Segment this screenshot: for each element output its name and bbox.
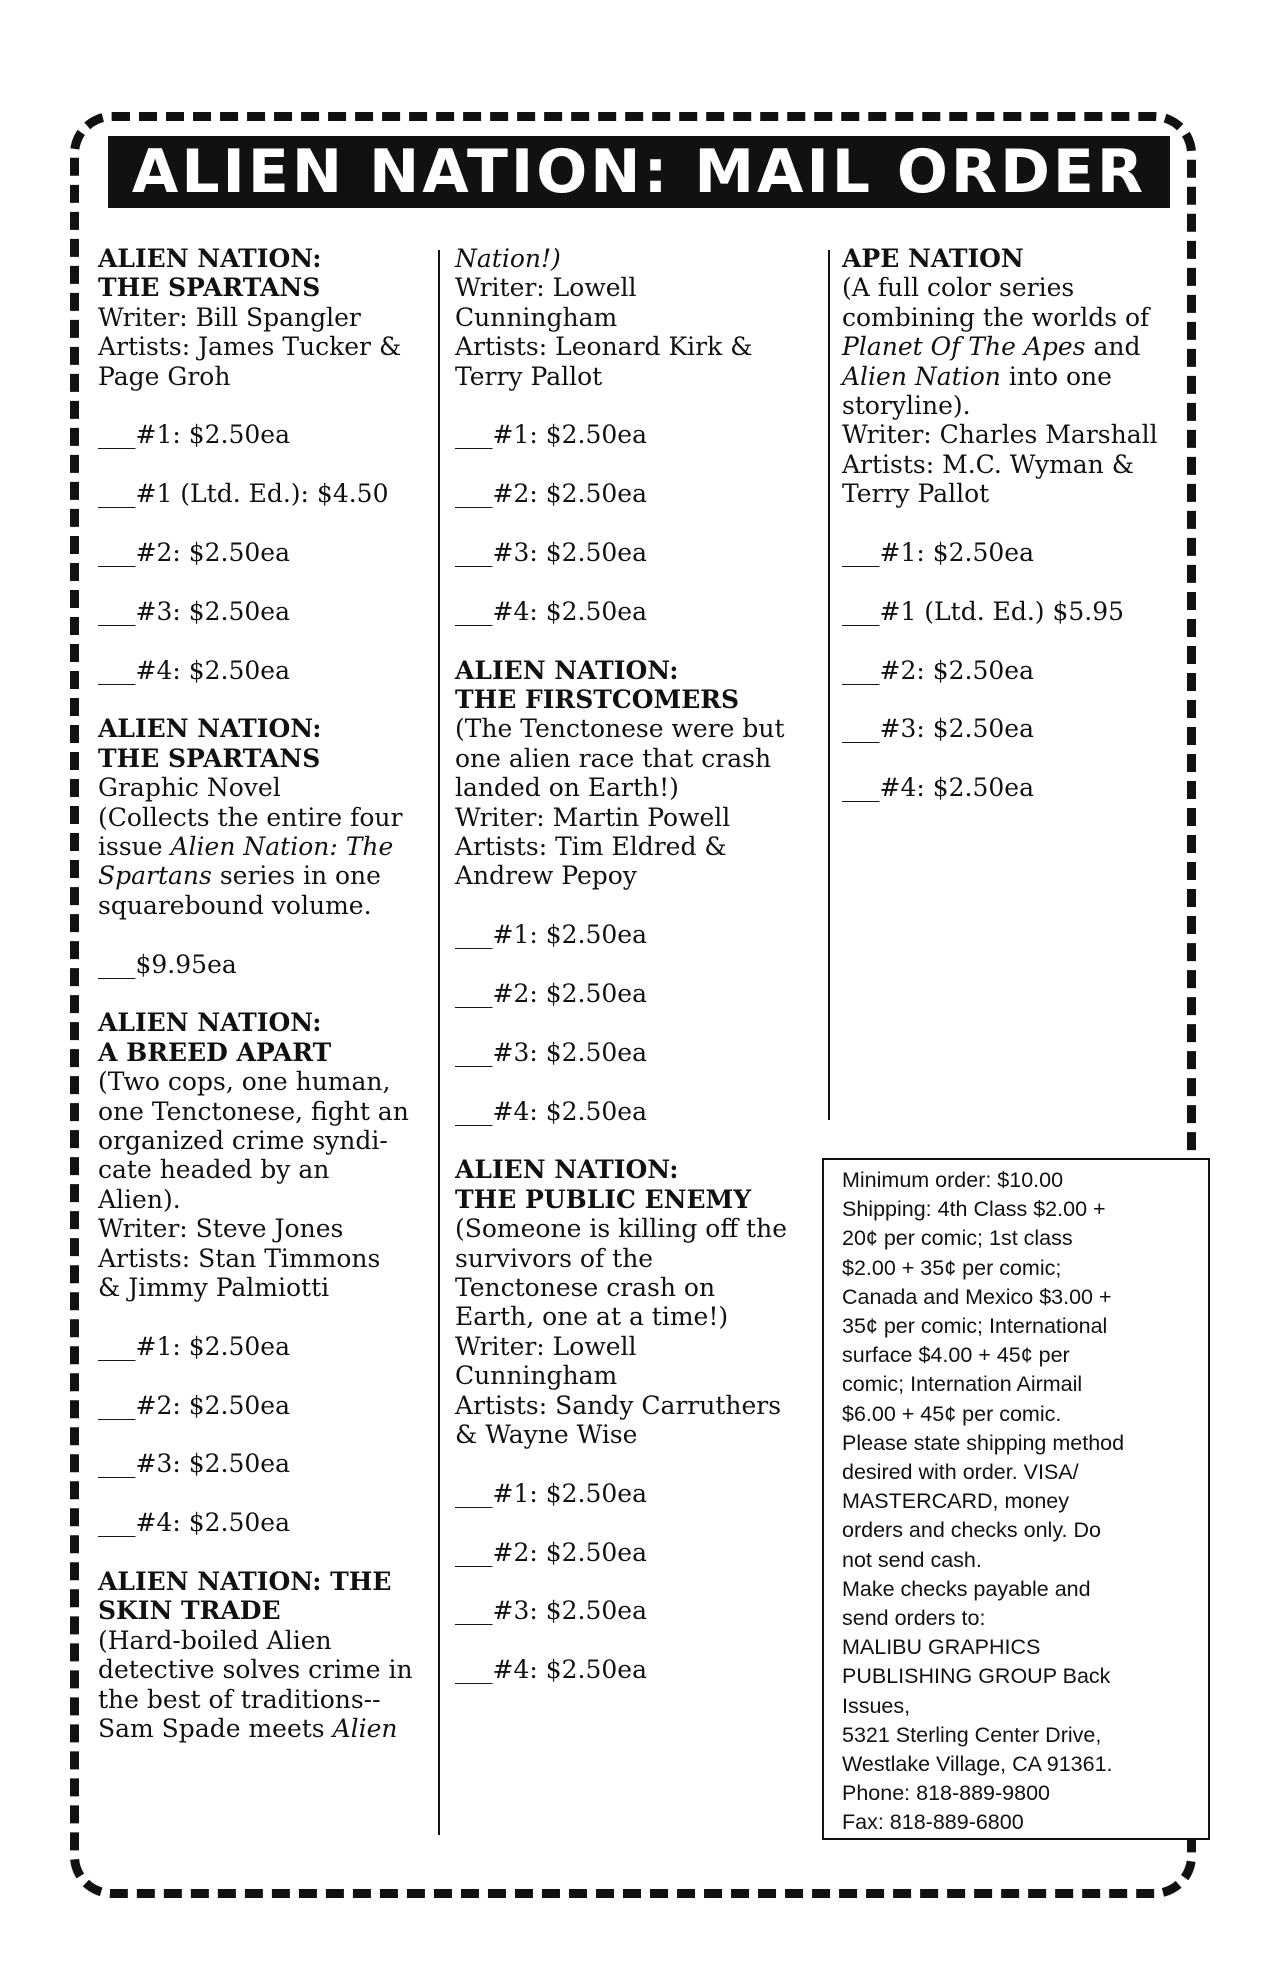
catalog-entry: [455, 244, 805, 626]
title-reference: Planet Of The Apes: [842, 332, 1086, 362]
price-line: ___#1: $2.50ea: [98, 420, 290, 450]
entry-title: APE NATION: [842, 244, 1024, 273]
catalog-entry: [455, 1155, 805, 1684]
column-divider: [438, 250, 440, 1835]
entry-description-line: Cunningham: [455, 1361, 618, 1391]
shipping-info-line: 5321 Sterling Center Drive,: [842, 1722, 1102, 1747]
shipping-info-line: 35¢ per comic; International: [842, 1314, 1108, 1339]
entry-title: ALIEN NATION:: [98, 244, 322, 273]
shipping-info-line: Westlake Village, CA 91361.: [842, 1752, 1113, 1777]
price-line: ___#1: $2.50ea: [98, 1331, 290, 1361]
entry-description-line: (Two cops, one human,: [98, 1067, 391, 1097]
entry-description-line: squarebound volume.: [98, 890, 372, 920]
description-text: issue: [98, 832, 171, 862]
shipping-info-line: Please state shipping method: [842, 1430, 1125, 1455]
shipping-info-line: surface $4.00 + 45¢ per: [842, 1343, 1070, 1368]
catalog-column-2: [455, 244, 805, 1685]
shipping-info-line: desired with order. VISA/: [842, 1460, 1079, 1485]
price-line: ___#2: $2.50ea: [98, 1390, 290, 1420]
price-line: ___#1 (Ltd. Ed.): $4.50: [98, 479, 389, 509]
catalog-column-1: [98, 244, 433, 1744]
entry-title: SKIN TRADE: [98, 1596, 281, 1626]
entry-description-line: the best of traditions--: [98, 1684, 381, 1714]
entry-description-line: [842, 332, 1182, 361]
catalog-entry: [98, 1567, 433, 1743]
entry-description-line: Writer: Martin Powell: [455, 802, 731, 832]
price-line: ___#1: $2.50ea: [455, 920, 647, 950]
entry-description-line: [842, 362, 1182, 391]
entry-description-line: combining the worlds of: [842, 302, 1150, 332]
entry-description-line: Artists: James Tucker &: [98, 332, 402, 362]
price-line: ___#1: $2.50ea: [455, 420, 647, 450]
price-line: ___#1 (Ltd. Ed.) $5.95: [842, 596, 1125, 626]
entry-description-line: organized crime syndi-: [98, 1126, 388, 1156]
entry-description-line: one Tenctonese, fight an: [98, 1096, 409, 1126]
description-text: and: [1085, 332, 1141, 362]
title-reference: Alien: [332, 1714, 398, 1744]
entry-title: THE FIRSTCOMERS: [455, 685, 740, 715]
price-line: ___#4: $2.50ea: [98, 1508, 290, 1538]
entry-description-line: Cunningham: [455, 302, 618, 332]
shipping-info-line: $6.00 + 45¢ per comic.: [842, 1401, 1062, 1426]
entry-title: THE PUBLIC ENEMY: [455, 1184, 752, 1214]
entry-title: THE SPARTANS: [98, 273, 321, 303]
entry-description-line: (Someone is killing off the: [455, 1214, 787, 1244]
catalog-entry: [842, 244, 1182, 803]
entry-description-line: & Wayne Wise: [455, 1420, 638, 1450]
shipping-info-line: Phone: 818-889-9800: [842, 1781, 1051, 1806]
price-line: ___#2: $2.50ea: [842, 655, 1034, 685]
page-title: ALIEN NATION: MAIL ORDER: [108, 136, 1170, 208]
entry-description-line: Andrew Pepoy: [455, 861, 637, 891]
entry-description-line: Artists: Sandy Carruthers: [455, 1390, 782, 1420]
entry-description-line: Writer: Bill Spangler: [98, 302, 361, 332]
entry-description-line: Writer: Lowell: [455, 273, 637, 303]
entry-title: ALIEN NATION:: [98, 714, 322, 744]
price-line: ___#4: $2.50ea: [455, 1655, 647, 1685]
price-line: ___#4: $2.50ea: [455, 596, 647, 626]
entry-description-line: [98, 1714, 433, 1743]
price-line: ___#4: $2.50ea: [98, 655, 290, 685]
entry-description-line: & Jimmy Palmiotti: [98, 1273, 330, 1303]
entry-description-line: Nation!): [455, 244, 561, 273]
price-line: ___#3: $2.50ea: [98, 596, 290, 626]
entry-title: ALIEN NATION:: [98, 1008, 322, 1038]
entry-description-line: Terry Pallot: [842, 479, 990, 509]
entry-title: ALIEN NATION:: [455, 655, 679, 685]
price-line: ___#3: $2.50ea: [842, 714, 1034, 744]
shipping-info-line: not send cash.: [842, 1547, 982, 1572]
shipping-info-line: $2.00 + 35¢ per comic;: [842, 1255, 1062, 1280]
price-line: ___#3: $2.50ea: [98, 1449, 290, 1479]
entry-description-line: Page Groh: [98, 361, 231, 391]
entry-description-line: Artists: Stan Timmons: [98, 1243, 381, 1273]
shipping-info-line: Fax: 818-889-6800: [842, 1810, 1024, 1835]
shipping-info-line: Issues,: [842, 1693, 911, 1718]
catalog-entry: [98, 714, 433, 979]
entry-description-line: (The Tenctonese were but: [455, 714, 785, 744]
entry-description-line: Graphic Novel: [98, 773, 281, 803]
shipping-info-line: comic; Internation Airmail: [842, 1372, 1083, 1397]
entry-title: A BREED APART: [98, 1037, 332, 1067]
shipping-info-line: 20¢ per comic; 1st class: [842, 1226, 1073, 1251]
entry-description-line: Writer: Charles Marshall: [842, 420, 1158, 450]
shipping-info-line: MALIBU GRAPHICS: [842, 1635, 1041, 1660]
catalog-entry: [98, 1008, 433, 1537]
entry-description-line: Writer: Steve Jones: [98, 1214, 344, 1244]
catalog-entry: [455, 656, 805, 1126]
shipping-info-line: Shipping: 4th Class $2.00 +: [842, 1197, 1106, 1222]
price-line: ___#2: $2.50ea: [455, 1537, 647, 1567]
entry-description-line: [98, 861, 433, 890]
entry-description-line: detective solves crime in: [98, 1655, 413, 1685]
shipping-info-line: Minimum order: $10.00: [842, 1168, 1064, 1192]
price-line: ___#2: $2.50ea: [98, 538, 290, 568]
price-line: ___#4: $2.50ea: [455, 1096, 647, 1126]
shipping-info-line: MASTERCARD, money: [842, 1489, 1069, 1514]
price-line: ___#2: $2.50ea: [455, 979, 647, 1009]
description-text: series in one: [211, 861, 381, 891]
entry-description-line: cate headed by an: [98, 1155, 330, 1185]
catalog-entry: [98, 244, 433, 685]
entry-description-line: landed on Earth!): [455, 773, 679, 803]
entry-description-line: Terry Pallot: [455, 361, 603, 391]
title-reference: Alien Nation: [842, 361, 1001, 391]
description-text: Sam Spade meets: [98, 1714, 333, 1744]
column-divider: [828, 250, 830, 1120]
shipping-info-line: orders and checks only. Do: [842, 1518, 1101, 1543]
entry-description-line: Tenctonese crash on: [455, 1273, 716, 1303]
shipping-info-line: Canada and Mexico $3.00 +: [842, 1284, 1112, 1309]
title-reference: Spartans: [98, 861, 212, 891]
entry-description-line: Earth, one at a time!): [455, 1302, 729, 1332]
entry-description-line: Writer: Lowell: [455, 1331, 637, 1361]
price-line: ___$9.95ea: [98, 949, 237, 979]
price-line: ___#1: $2.50ea: [455, 1478, 647, 1508]
entry-description-line: (A full color series: [842, 273, 1075, 303]
entry-title: ALIEN NATION: THE: [98, 1567, 392, 1597]
shipping-info-line: PUBLISHING GROUP Back: [842, 1664, 1111, 1689]
entry-description-line: Artists: Tim Eldred &: [455, 832, 727, 862]
price-line: ___#3: $2.50ea: [455, 538, 647, 568]
title-reference: Alien Nation: The: [170, 832, 394, 862]
shipping-info-line: Make checks payable and: [842, 1576, 1091, 1601]
price-line: ___#4: $2.50ea: [842, 773, 1034, 803]
price-line: ___#3: $2.50ea: [455, 1596, 647, 1626]
entry-description-line: (Collects the entire four: [98, 802, 403, 832]
entry-description-line: survivors of the: [455, 1243, 654, 1273]
catalog-column-3: [842, 244, 1182, 803]
entry-description-line: (Hard-boiled Alien: [98, 1625, 332, 1655]
entry-title: THE SPARTANS: [98, 743, 321, 773]
entry-description-line: Alien).: [98, 1184, 181, 1214]
entry-description-line: one alien race that crash: [455, 743, 772, 773]
entry-description-line: [98, 832, 433, 861]
shipping-info-box: [822, 1158, 1210, 1840]
entry-description-line: Artists: M.C. Wyman &: [842, 449, 1134, 479]
entry-title: ALIEN NATION:: [455, 1155, 679, 1185]
price-line: ___#1: $2.50ea: [842, 538, 1034, 568]
shipping-info-line: send orders to:: [842, 1606, 986, 1631]
description-text: into one: [1000, 361, 1112, 391]
entry-description-line: storyline).: [842, 391, 971, 421]
entry-description-line: Artists: Leonard Kirk &: [455, 332, 753, 362]
price-line: ___#2: $2.50ea: [455, 479, 647, 509]
price-line: ___#3: $2.50ea: [455, 1037, 647, 1067]
